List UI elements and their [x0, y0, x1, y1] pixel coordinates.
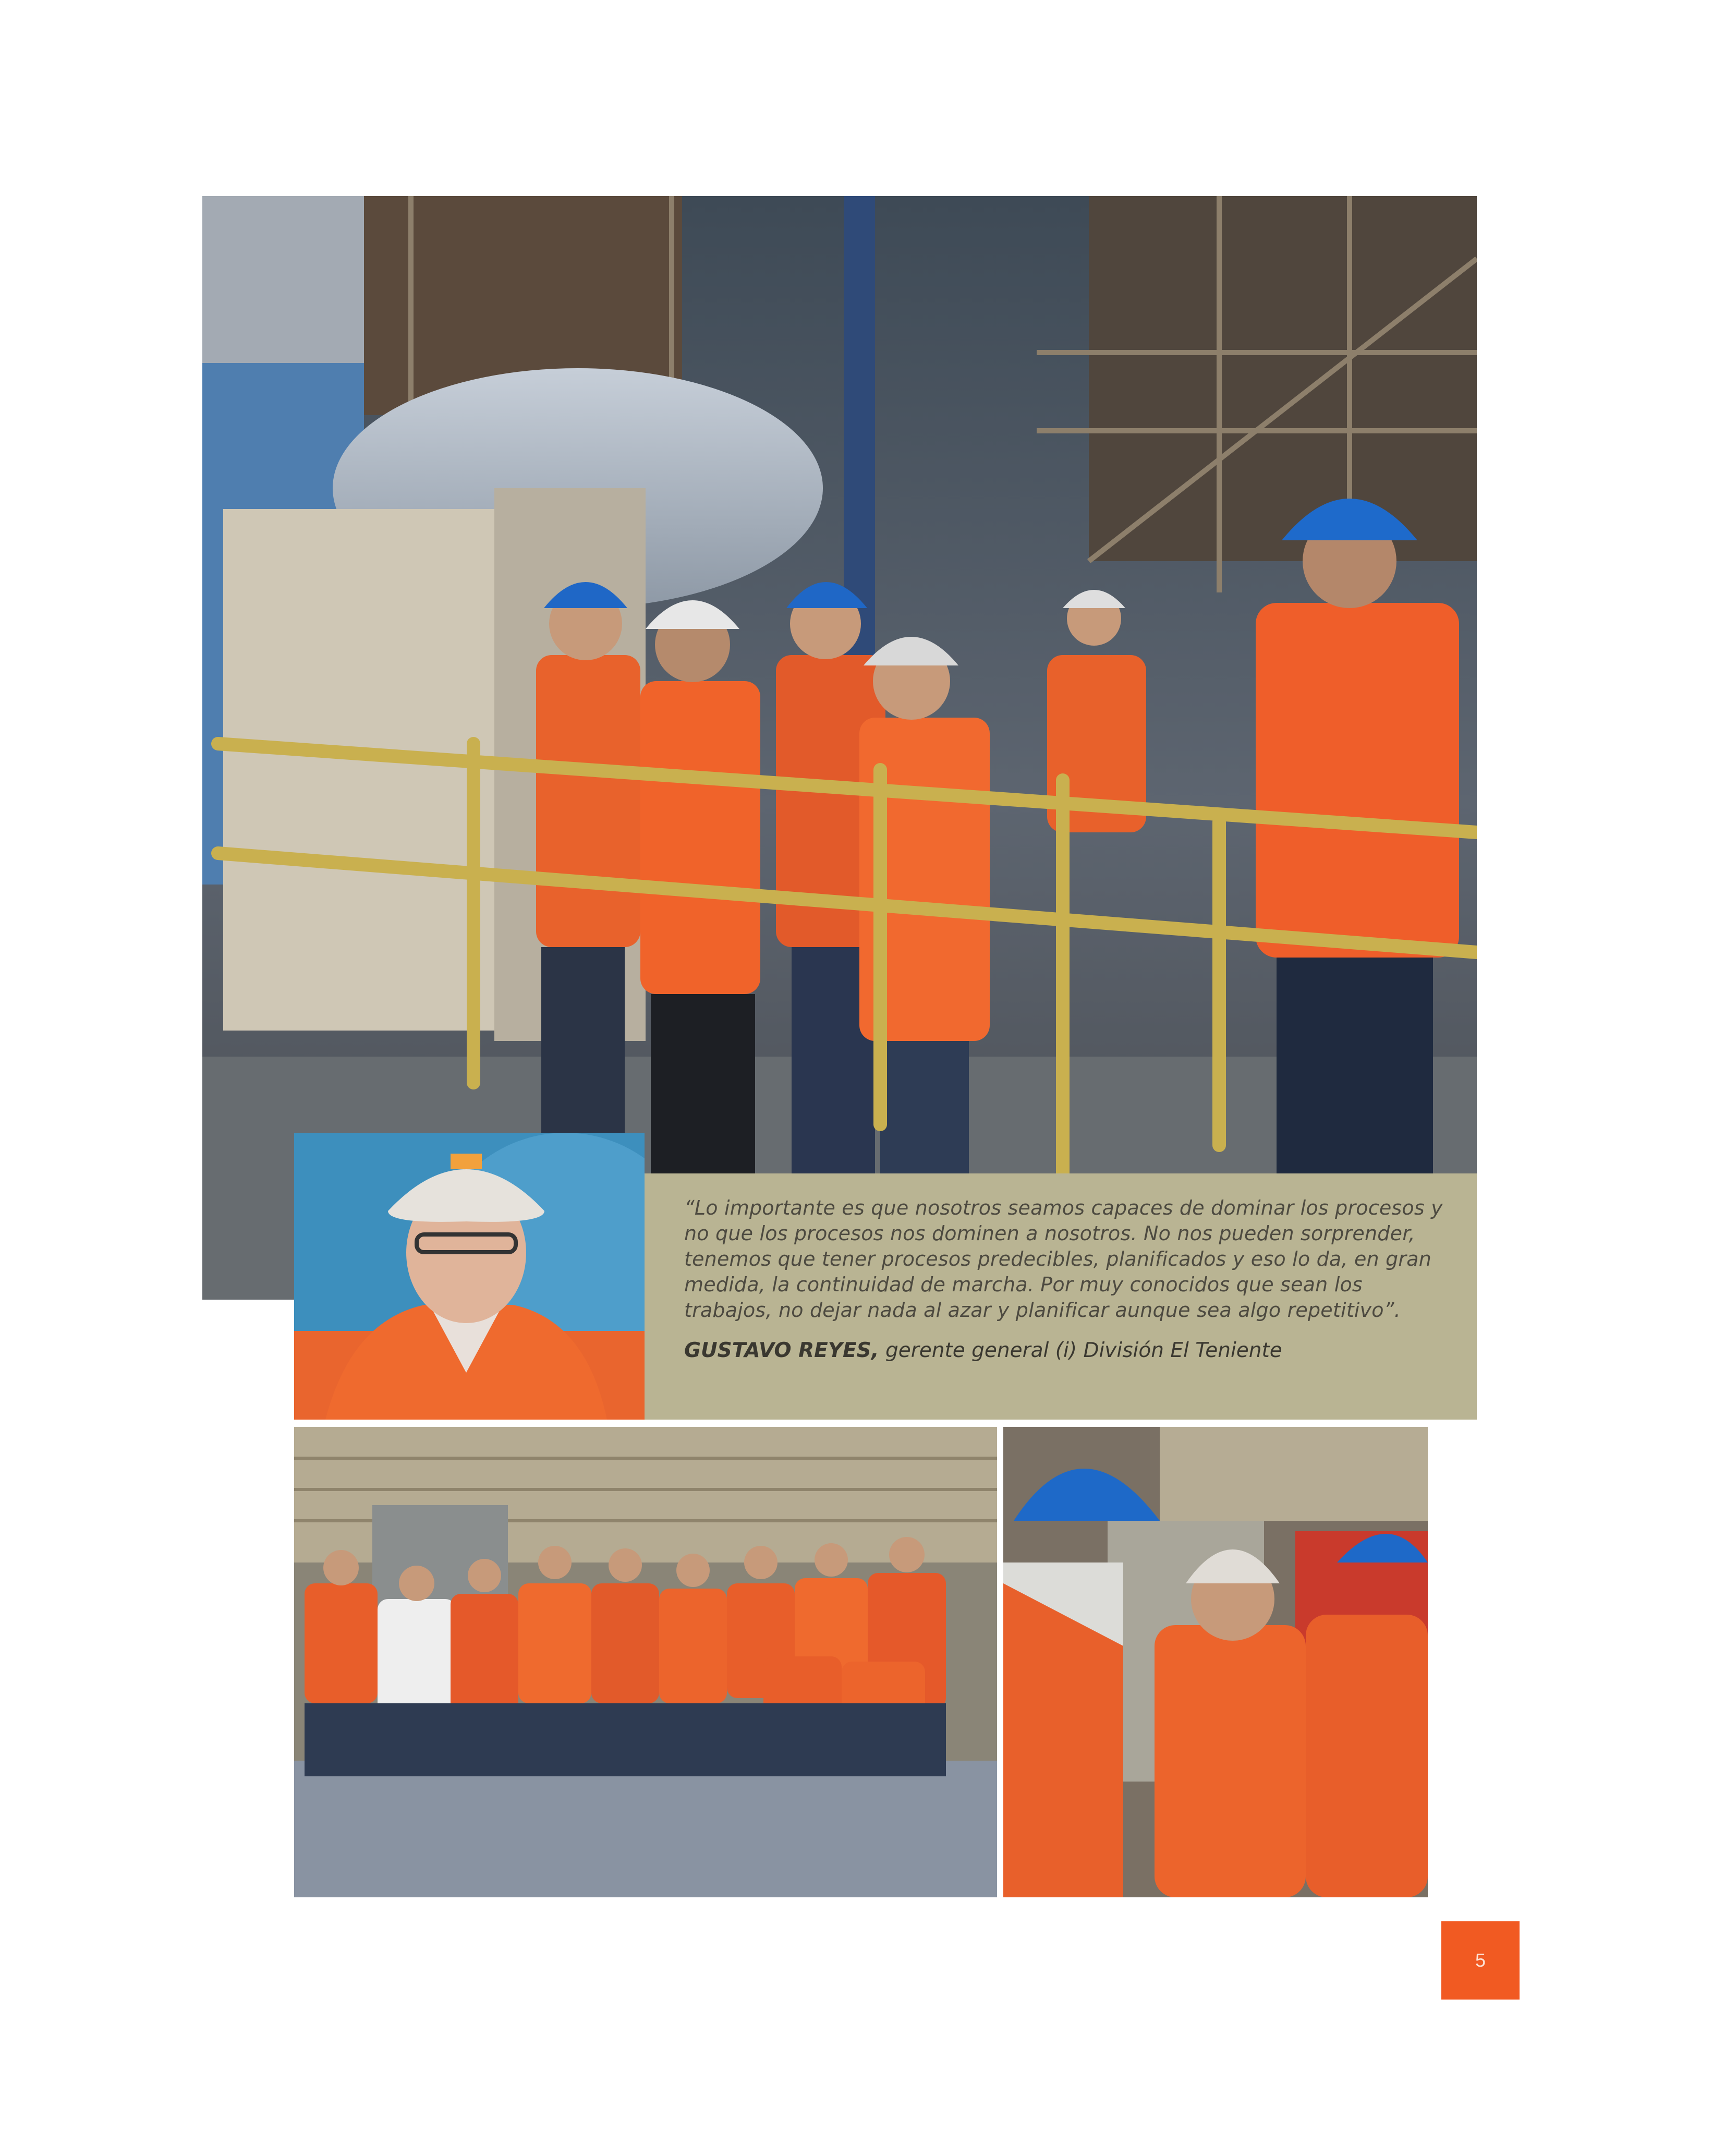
quote-text: “Lo importante es que nosotros seamos capaces de dominar los procesos y no que los procesos nos dominen a nosotros. No nos pueden sorprender, tenemos que tener procesos predecibles, planificados y eso lo da, en gran medida, la continuidad de marcha. Por muy conocidos que sean los trabajos, no dejar nada al azar y planificar aunque sea algo repetitivo”. — [684, 1196, 1443, 1322]
quote-attribution — [684, 1338, 1445, 1364]
page-number: 5 — [1475, 1949, 1486, 1971]
quote-box — [645, 1173, 1477, 1420]
group-photo — [294, 1427, 997, 1897]
portrait-photo — [294, 1133, 645, 1420]
quote-author: GUSTAVO REYES, — [684, 1339, 879, 1362]
page-number-badge — [1441, 1921, 1520, 2000]
meeting-photo — [1003, 1427, 1428, 1897]
portrait-photo-art — [294, 1133, 645, 1420]
quote-author-role: gerente general (i) División El Teniente — [879, 1339, 1282, 1362]
meeting-photo-art — [1003, 1427, 1428, 1897]
group-photo-art — [294, 1427, 997, 1897]
